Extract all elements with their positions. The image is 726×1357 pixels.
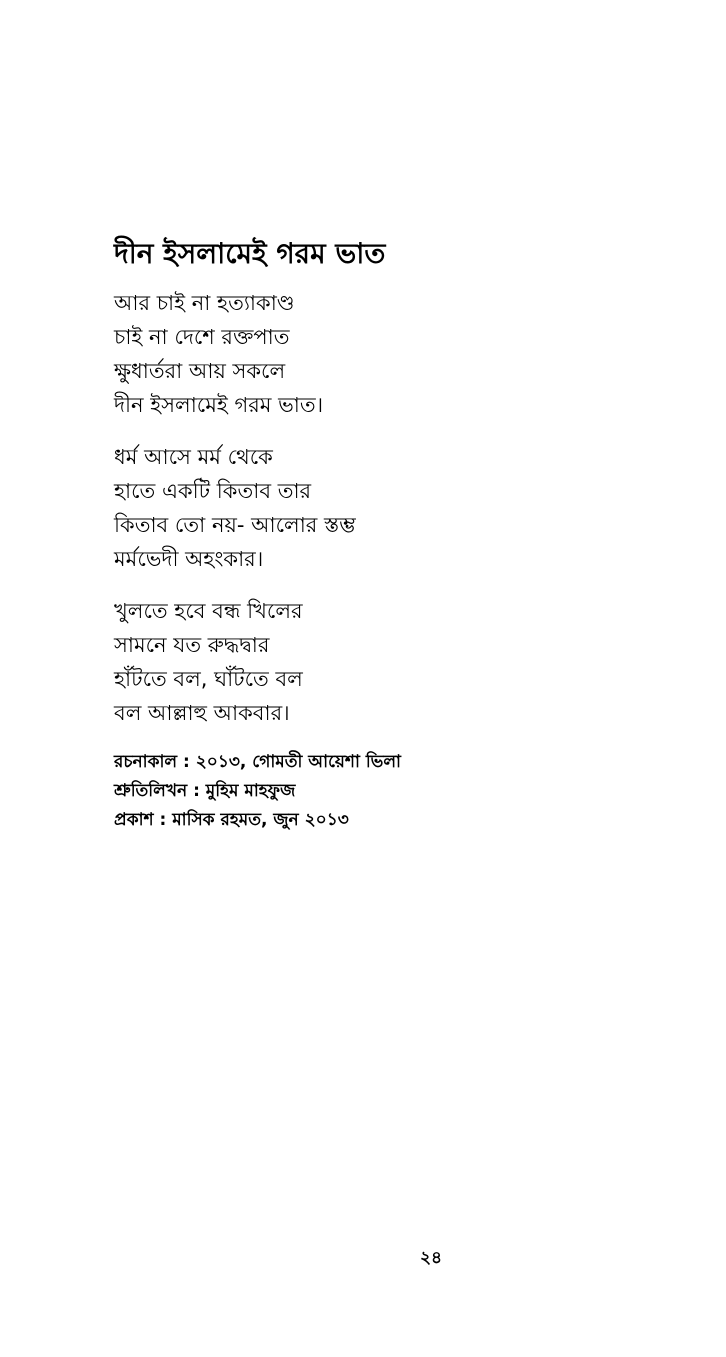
publication-info: প্রকাশ : মাসিক রহমত, জুন ২০১৩ (114, 810, 349, 830)
poem-line: হাতে একটি কিতাব তার (114, 479, 312, 503)
poem-line: আর চাই না হত্যাকাণ্ড (114, 291, 295, 315)
page-number: ২৪ (420, 1248, 443, 1268)
poem-block (114, 228, 674, 835)
poem-line: হাঁটতে বল, ঘাঁটতে বল (114, 667, 303, 691)
stanza-2 (114, 440, 674, 576)
poem-line: বল আল্লাহু আকবার। (114, 701, 290, 725)
stanza-1 (114, 286, 674, 422)
poem-line: কিতাব তো নয়- আলোর স্তম্ভ (114, 513, 356, 537)
poem-line: খুলতে হবে বন্ধ খিলের (114, 599, 303, 623)
poem-line: দীন ইসলামেই গরম ভাত। (114, 393, 324, 417)
poem-title: দীন ইসলামেই গরম ভাত (114, 237, 386, 270)
poem-line: ধর্ম আসে মর্ম থেকে (114, 445, 273, 469)
composition-info: রচনাকাল : ২০১৩, গোমতী আয়েশা ভিলা (114, 752, 401, 772)
poem-line: ক্ষুধার্তরা আয় সকলে (114, 359, 286, 383)
poem-line: সামনে যত রুদ্ধদ্বার (114, 633, 270, 657)
stanza-3 (114, 594, 674, 730)
transcription-credit: শ্রুতিলিখন : মুহিম মাহফুজ (114, 781, 296, 801)
poem-line: চাই না দেশে রক্তপাত (114, 325, 290, 349)
poem-meta (114, 748, 674, 835)
poem-line: মর্মভেদী অহংকার। (114, 547, 264, 571)
